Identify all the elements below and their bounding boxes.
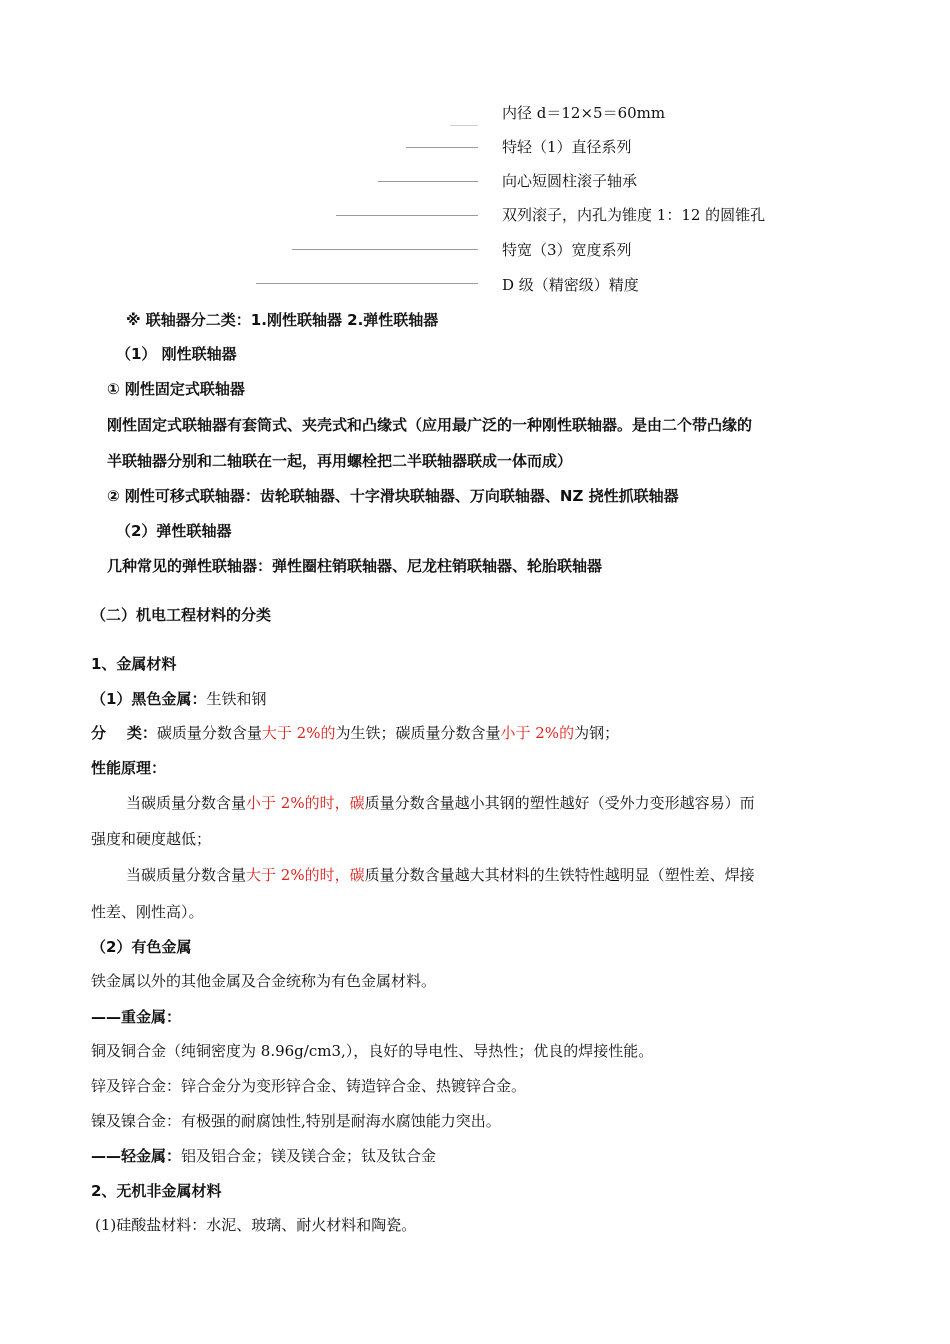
principle-paragraph-2-cont: 性差、刚性高）。 [91,903,204,921]
bearing-label: 向心短圆柱滚子轴承 [502,172,638,190]
copper-text: 铜及铜合金（纯铜密度为 8.96g/cm3,），良好的导电性、导热性；优良的焊接性能。 [91,1042,654,1060]
metal-title: 1、金属材料 [91,655,177,673]
fixed-coupling-desc: 半联轴器分别和二轴联在一起，再用螺栓把二半联轴器联成一体而成） [107,452,573,470]
rigid-coupling-heading: （1） 刚性联轴器 [116,345,237,363]
classification-line [91,723,619,743]
leader-line [378,181,478,182]
leader-line [256,283,478,284]
classification-text: 为钢； [574,724,620,742]
principle-text: 当碳质量分数含量 [126,866,247,884]
ferrous-label: （1）黑色金属： [91,690,207,708]
inorganic-title: 2、无机非金属材料 [91,1182,222,1200]
ferrous-line [91,689,266,709]
highlight-text: 大于 2%的时，碳 [246,866,365,884]
nickel-text: 镍及镍合金：有极强的耐腐蚀性,特别是耐海水腐蚀能力突出。 [91,1112,501,1130]
ferrous-value: 生铁和钢 [206,690,267,708]
leader-line [450,125,478,126]
bearing-label: 特宽（3）宽度系列 [502,241,632,259]
principle-paragraph-1 [126,793,755,813]
zinc-text: 锌及锌合金：锌合金分为变形锌合金、铸造锌合金、热镀锌合金。 [91,1077,527,1095]
bearing-label: 内径 d＝12×5＝60mm [502,104,666,122]
classification-text: 碳质量分数含量 [156,724,262,742]
light-metal-label: ——轻金属： [91,1147,182,1165]
fixed-coupling-desc: 刚性固定式联轴器有套筒式、夹壳式和凸缘式（应用最广泛的一种刚性联轴器。是由二个带凸缘的 [107,416,753,434]
leader-line [292,249,478,250]
principle-text: 质量分数含量越大其材料的生铁特性越明显（塑性差、焊接 [364,866,755,884]
principle-text: 质量分数含量越小其钢的塑性越好（受外力变形越容易）而 [364,794,755,812]
heavy-metal-label: ——重金属： [91,1008,182,1026]
leader-line [406,147,478,148]
principle-paragraph-2 [126,865,755,885]
fixed-coupling-heading: ① 刚性固定式联轴器 [107,380,245,398]
silicate-text: (1)硅酸盐材料：水泥、玻璃、耐火材料和陶瓷。 [95,1216,417,1234]
coupling-title: ※ 联轴器分二类：1.刚性联轴器 2.弹性联轴器 [126,311,439,329]
classification-label: 分 类： [91,724,157,742]
elastic-coupling-heading: （2）弹性联轴器 [116,522,232,540]
light-metal-line [91,1146,436,1166]
bearing-label: 特轻（1）直径系列 [502,138,632,156]
movable-coupling: ② 刚性可移式联轴器：齿轮联轴器、十字滑块联轴器、万向联轴器、NZ 挠性抓联轴器 [107,487,679,505]
nonferrous-desc: 铁金属以外的其他金属及合金统称为有色金属材料。 [91,972,437,990]
highlight-text: 小于 2%的时，碳 [246,794,365,812]
section-title: （二）机电工程材料的分类 [91,606,272,624]
principle-label: 性能原理： [91,759,167,777]
bearing-label: D 级（精密级）精度 [502,276,639,294]
classification-text: 为生铁；碳质量分数含量 [335,724,501,742]
highlight-text: 大于 2%的 [261,724,336,742]
bearing-label: 双列滚子，内孔为锥度 1：12 的圆锥孔 [502,206,766,224]
highlight-text: 小于 2%的 [500,724,575,742]
nonferrous-heading: （2）有色金属 [91,938,192,956]
light-metal-value: 铝及铝合金；镁及镁合金；钛及钛合金 [181,1147,437,1165]
leader-line [336,215,478,216]
principle-paragraph-1-cont: 强度和硬度越低； [91,830,212,848]
elastic-coupling-desc: 几种常见的弹性联轴器：弹性圈柱销联轴器、尼龙柱销联轴器、轮胎联轴器 [107,557,603,575]
principle-text: 当碳质量分数含量 [126,794,247,812]
